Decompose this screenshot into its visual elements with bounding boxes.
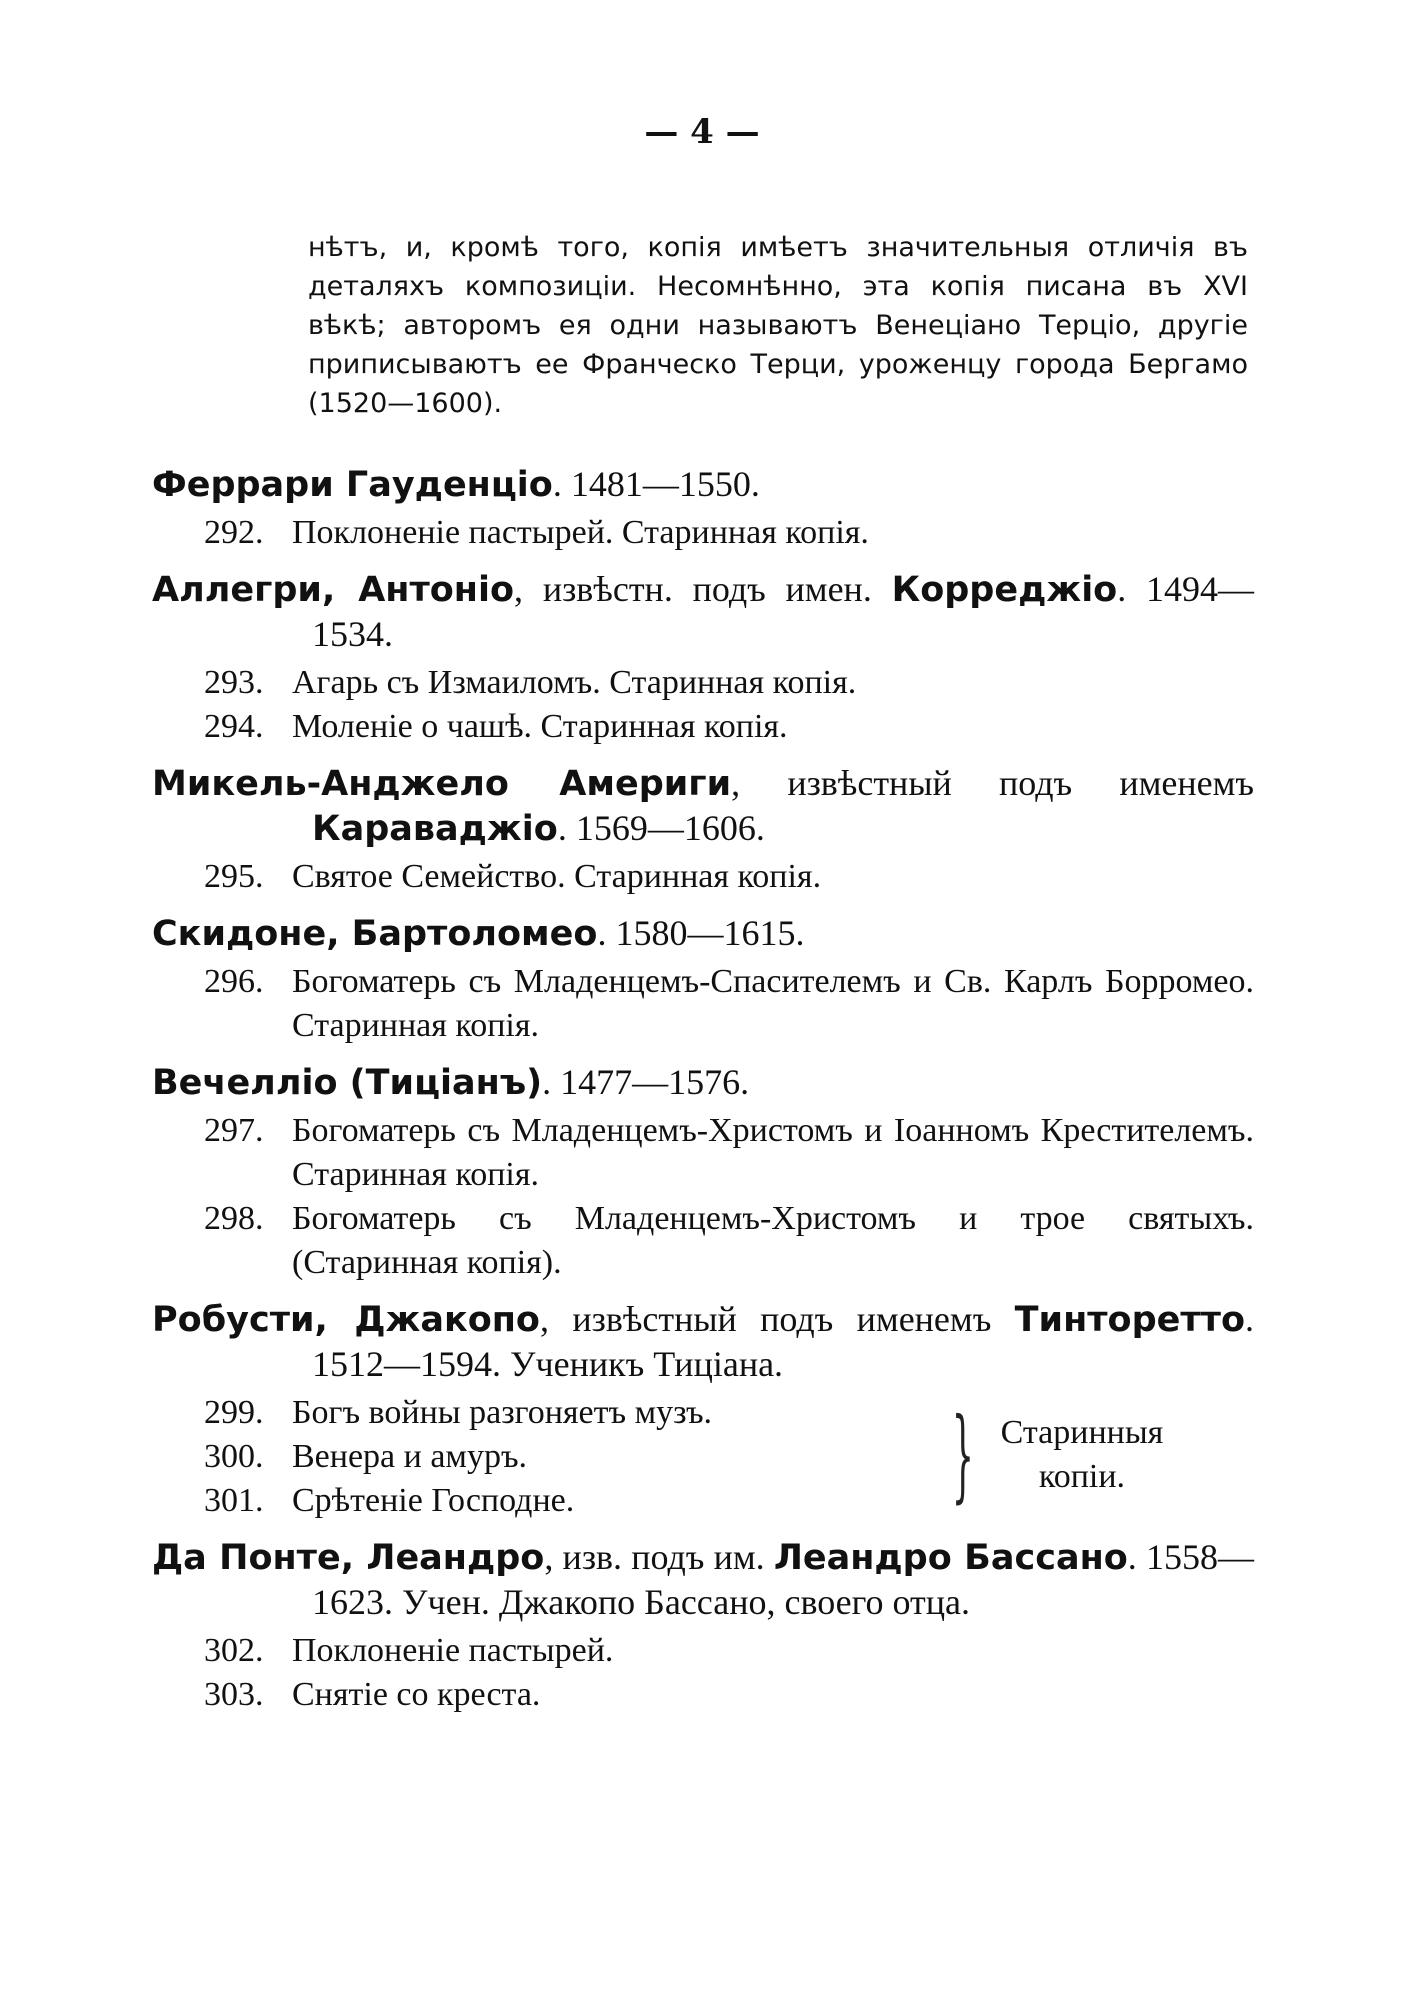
artist-name: Аллегри, Антоніо [152, 570, 515, 610]
work-list [152, 511, 1254, 555]
work-number: 293. [204, 664, 264, 701]
work-number: 297. [204, 1112, 264, 1149]
work-number: 302. [204, 1632, 264, 1669]
work-item [152, 661, 1254, 705]
artist-heading [152, 1060, 1254, 1105]
work-list [152, 661, 1254, 749]
artist-alias: Тинторетто [1014, 1300, 1245, 1340]
work-number: 295. [204, 858, 264, 895]
work-title: Богоматерь съ Младенцемъ-Спасителемъ и Св. Карлъ Борромео. Старинная копія. [292, 963, 1254, 1044]
work-item [152, 705, 1254, 749]
work-number: 300. [204, 1438, 264, 1475]
work-number: 298. [204, 1200, 264, 1237]
work-number: 303. [204, 1676, 264, 1713]
work-group [152, 1387, 1254, 1523]
artist-dates: . 1481—1550. [552, 464, 760, 504]
work-number: 292. [204, 514, 264, 551]
artist-entry [152, 761, 1254, 899]
artist-entry [152, 1297, 1254, 1523]
work-item [152, 855, 1254, 899]
work-number: 299. [204, 1394, 264, 1431]
work-number: 296. [204, 963, 264, 1000]
artist-heading [152, 567, 1254, 657]
artist-dates: . 1512—1594. Ученикъ Тиціана. [312, 1299, 1254, 1384]
work-item [152, 1479, 942, 1523]
work-item [152, 1197, 1254, 1285]
artist-entry [152, 462, 1254, 555]
artist-known-as: , изв. подъ им. [544, 1537, 774, 1577]
artist-known-as: , извѣстный подъ именемъ [731, 763, 1254, 803]
artist-heading [152, 1297, 1254, 1387]
artist-name: Скидоне, Бартоломео [152, 914, 598, 954]
work-number: 301. [204, 1482, 264, 1519]
artist-entry [152, 567, 1254, 749]
artist-name: Робусти, Джакопо [152, 1300, 540, 1340]
artist-alias: Корреджіо [891, 570, 1118, 610]
artist-known-as: , извѣстн. подъ имен. [514, 569, 892, 609]
work-list [152, 1391, 942, 1523]
work-item [152, 1629, 1254, 1673]
work-title: Агарь съ Измаиломъ. Старинная копія. [292, 664, 857, 701]
artist-dates: . 1558—1623. Учен. Джакопо Бассано, своего отца. [312, 1537, 1254, 1622]
artist-alias: Караваджіо [312, 809, 558, 849]
artist-dates: . 1494—1534. [312, 569, 1255, 654]
work-list [152, 1109, 1254, 1285]
work-item [152, 1109, 1254, 1197]
work-list [152, 855, 1254, 899]
artist-known-as: , извѣстный подъ именемъ [539, 1299, 1015, 1339]
brace-icon: } [951, 1396, 975, 1513]
work-title: Поклоненіе пастырей. Старинная копія. [292, 514, 869, 551]
page-number: — 4 — [644, 112, 760, 152]
artist-alias: Леандро Бассано [773, 1538, 1128, 1578]
artist-name: Феррари Гауденціо [152, 465, 553, 505]
artist-list [152, 462, 1254, 1729]
work-title: Святое Семейство. Старинная копія. [292, 858, 822, 895]
group-note: Старинныя копіи. [1000, 1414, 1164, 1495]
artist-entry [152, 911, 1254, 1048]
work-item [152, 511, 1254, 555]
artist-heading [152, 462, 1254, 507]
work-item [152, 960, 1254, 1048]
artist-dates: . 1569—1606. [557, 808, 765, 848]
artist-dates: . 1580—1615. [597, 913, 805, 953]
artist-entry [152, 1060, 1254, 1285]
work-title: Снятіе со креста. [292, 1676, 541, 1713]
work-title: Срѣтеніе Господне. [292, 1482, 575, 1519]
artist-entry [152, 1535, 1254, 1717]
artist-name: Да Понте, Леандро [152, 1538, 545, 1578]
work-item [152, 1435, 942, 1479]
artist-heading [152, 761, 1254, 851]
work-title: Богоматерь съ Младенцемъ-Христомъ и Іоанномъ Крестителемъ. Старинная копія. [292, 1112, 1254, 1193]
work-list [152, 960, 1254, 1048]
intro-paragraph: нѣтъ, и, кромѣ того, копія имѣетъ значительныя отличія въ деталяхъ композиціи. Несомнѣнно, эта копія писана въ XVI вѣкѣ; авторомъ ея одни называютъ Венеціано Терціо, другіе приписываютъ ее Франческо Терци, уроженцу города Бергамо (1520—1600). [308, 232, 1248, 419]
artist-name: Вечелліо (Тиціанъ) [152, 1063, 543, 1103]
work-title: Богъ войны разгоняетъ музъ. [292, 1394, 713, 1431]
work-item [152, 1673, 1254, 1717]
artist-dates: . 1477—1576. [542, 1062, 750, 1102]
artist-heading [152, 911, 1254, 956]
work-number: 294. [204, 708, 264, 745]
work-title: Моленіе о чашѣ. Старинная копія. [292, 708, 788, 745]
artist-name: Микель-Анджело Америги [152, 764, 732, 804]
work-title: Богоматерь съ Младенцемъ-Христомъ и трое святыхъ. (Старинная копія). [292, 1200, 1254, 1281]
artist-heading [152, 1535, 1254, 1625]
work-title: Венера и амуръ. [292, 1438, 528, 1475]
work-item [152, 1391, 942, 1435]
work-list [152, 1629, 1254, 1717]
work-title: Поклоненіе пастырей. [292, 1632, 614, 1669]
